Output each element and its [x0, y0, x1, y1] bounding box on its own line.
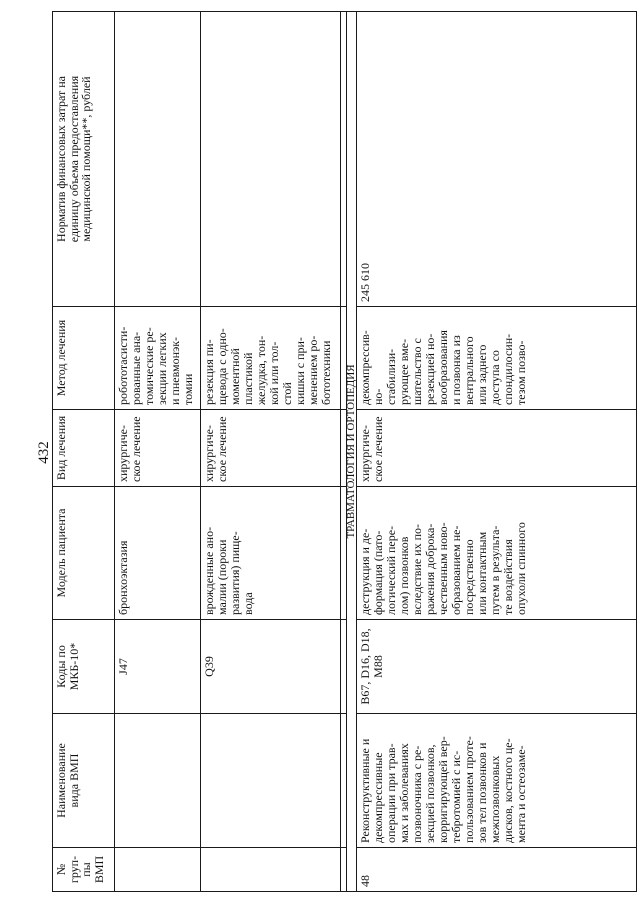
cell-icd-codes: В67, D16, D18, М88: [357, 620, 637, 714]
cell-cost-norm: [200, 12, 340, 307]
cell-cost-norm: [115, 12, 201, 307]
cell-patient-model: бронхоэктазия: [115, 487, 201, 620]
cell-cost-norm: 245 610: [357, 12, 637, 307]
cell-treatment-method: робототасисти- рованные ана- томические ре- зекции легких и пневмонэк- томии: [115, 307, 201, 410]
cell-treatment-type: хирургиче- ское лечение: [115, 410, 201, 487]
table-row: [115, 12, 201, 892]
cell-group-no: [200, 848, 340, 892]
cell-vmp-name: [115, 714, 201, 848]
table-row: [357, 12, 637, 892]
header-group-no: № груп- пы ВМП: [53, 848, 115, 892]
page-number: 432: [36, 441, 52, 464]
cell-group-no: [115, 848, 201, 892]
section-row: [346, 12, 356, 892]
cell-icd-codes: J47: [115, 620, 201, 714]
cell-patient-model: деструкция и де- формация (пато- логический пере- лом) позвонков вследствие их по- ражения доброка- чественным ново- образованием не- посредственно или контактным путем в результа- те воздействия опухоли спинного: [357, 487, 637, 620]
header-treatment-type: Вид лечения: [53, 410, 115, 487]
header-patient-model: Модель пациента: [53, 487, 115, 620]
section-title: ТРАВМАТОЛОГИЯ И ОРТОПЕДИЯ: [346, 12, 356, 892]
header-cost-norm: Норматив финансовых затрат на единицу объема предоставления медицинской помощи**, рублей: [53, 12, 115, 307]
header-vmp-name: Наименование вида ВМП: [53, 714, 115, 848]
cell-patient-model: врожденные ано- малии (пороки развития) пище- вода: [200, 487, 340, 620]
header-row: [53, 12, 115, 892]
table-row: [200, 12, 340, 892]
header-treatment-method: Метод лечения: [53, 307, 115, 410]
header-icd-codes: Коды по МКБ-10*: [53, 620, 115, 714]
cell-treatment-type: хирургиче- ское лечение: [357, 410, 637, 487]
vmp-table: [52, 11, 637, 892]
cell-treatment-method: резекция пи- щевода с одно- моментной пластикой желудка, тон- кой или тол- стой кишки с при- менением ро- бототехники: [200, 307, 340, 410]
cell-vmp-name: Реконструктивные и декомпрессивные операции при трав- мах и заболеваниях позвоночника с ре- зекцией позвонков, корригирующей вер- тебротомией с ис- пользованием проте- зов тел позвонков и межпозвонковых дисков, костного це- мента и остеозаме-: [357, 714, 637, 848]
cell-group-no: 48: [357, 848, 637, 892]
cell-treatment-method: декомпрессив- но- стабилизи- рующее вме- шательство с резекцией но- вообразования и позвонка из вентрального или заднего доступа со спондилосин- тезом позво-: [357, 307, 637, 410]
cell-vmp-name: [200, 714, 340, 848]
cell-icd-codes: Q39: [200, 620, 340, 714]
cell-treatment-type: хирургиче- ское лечение: [200, 410, 340, 487]
